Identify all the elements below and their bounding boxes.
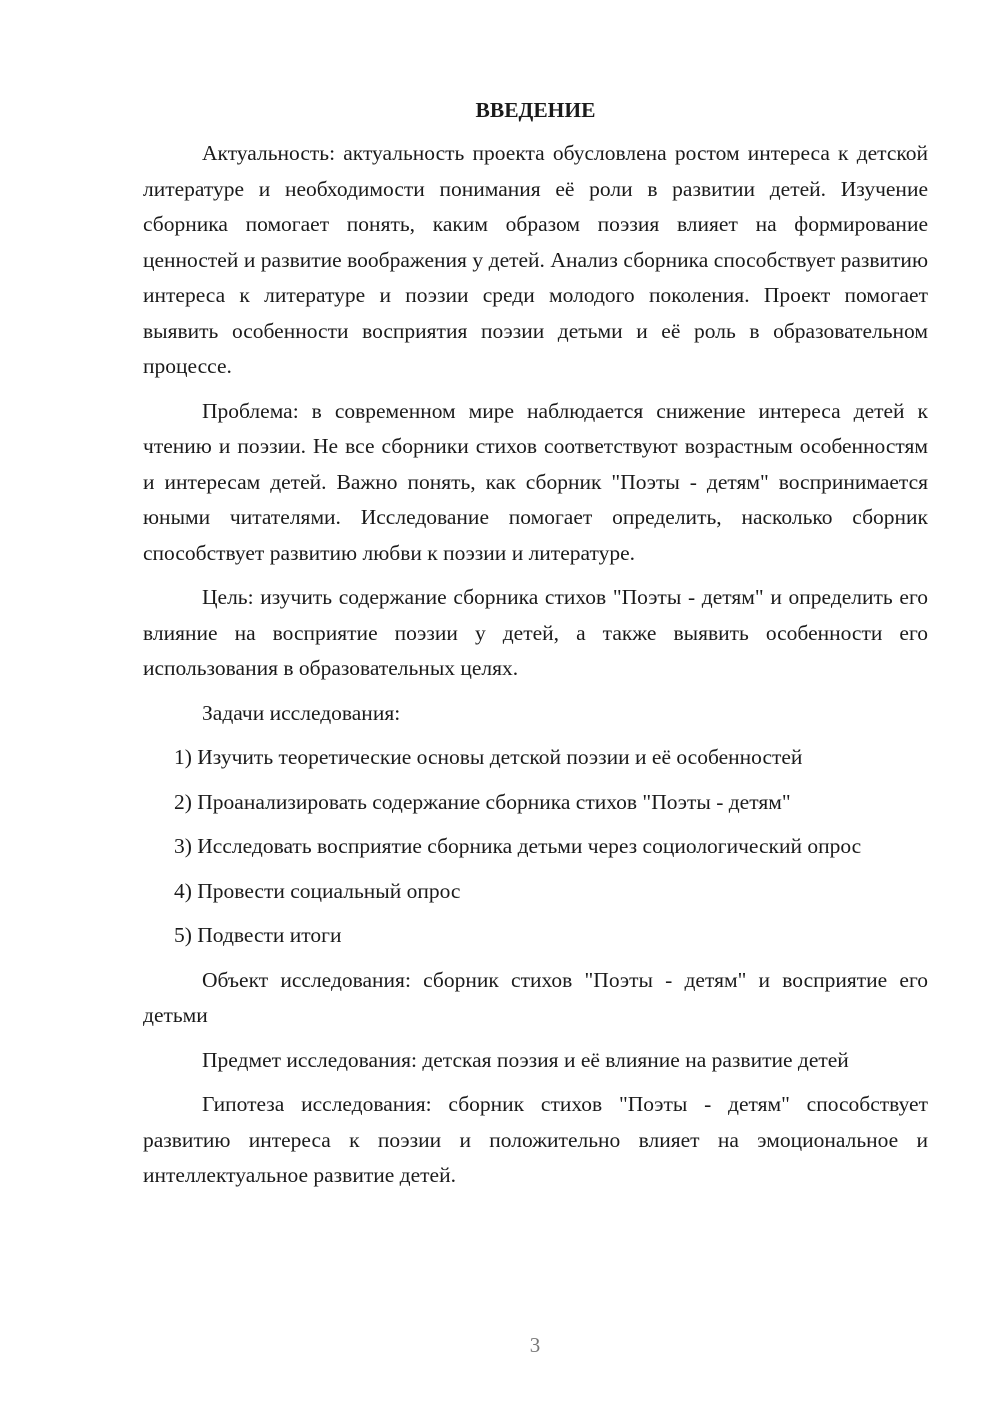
- task-item-2: 2) Проанализировать содержание сборника стихов "Поэты - детям": [174, 789, 791, 814]
- task-item-1: 1) Изучить теоретические основы детской поэзии и её особенностей: [174, 745, 803, 769]
- task-item-4: 4) Провести социальный опрос: [174, 878, 461, 903]
- page-number: 3: [529, 1333, 541, 1357]
- document-page: [143, 94, 928, 1203]
- problem-paragraph: Проблема: в современном мире наблюдается снижение интереса детей к чтению и поэзии. Не все сборники стихов соответствуют возрастным особенностям и интересам детей. Важно понять, как сборник "Поэты - детям" воспринимается юными читателями. Исследование помогает определить, насколько сборник способствует развитию любви к поэзии и литературе.: [143, 398, 928, 565]
- task-item-5: 5) Подвести итоги: [174, 923, 342, 947]
- object-paragraph: Объект исследования: сборник стихов "Поэты - детям" и восприятие его детьми: [143, 967, 928, 1027]
- goal-paragraph: Цель: изучить содержание сборника стихов "Поэты - детям" и определить его влияние на восприятие поэзии у детей, а также выявить особенности его использования в образовательных целях.: [143, 585, 928, 680]
- subject-paragraph: Предмет исследования: детская поэзия и её влияние на развитие детей: [202, 1047, 849, 1072]
- section-title: ВВЕДЕНИЕ: [475, 98, 596, 122]
- relevance-paragraph: Актуальность: актуальность проекта обусловлена ростом интереса к детской литературе и необходимости понимания её роли в развитии детей. Изучение сборника помогает понять, каким образом поэзия влияет на формирование ценностей и развитие воображения у детей. Анализ сборника способствует развитию интереса к литературе и поэзии среди молодого поколения. Проект помогает выявить особенности восприятия поэзии детьми и её роль в образовательном процессе.: [143, 141, 928, 378]
- hypothesis-paragraph: Гипотеза исследования: сборник стихов "Поэты - детям" способствует развитию интереса к поэзии и положительно влияет на эмоциональное и интеллектуальное развитие детей.: [143, 1092, 928, 1187]
- task-item-3: 3) Исследовать восприятие сборника детьми через социологический опрос: [174, 834, 862, 858]
- tasks-heading: Задачи исследования:: [202, 700, 401, 725]
